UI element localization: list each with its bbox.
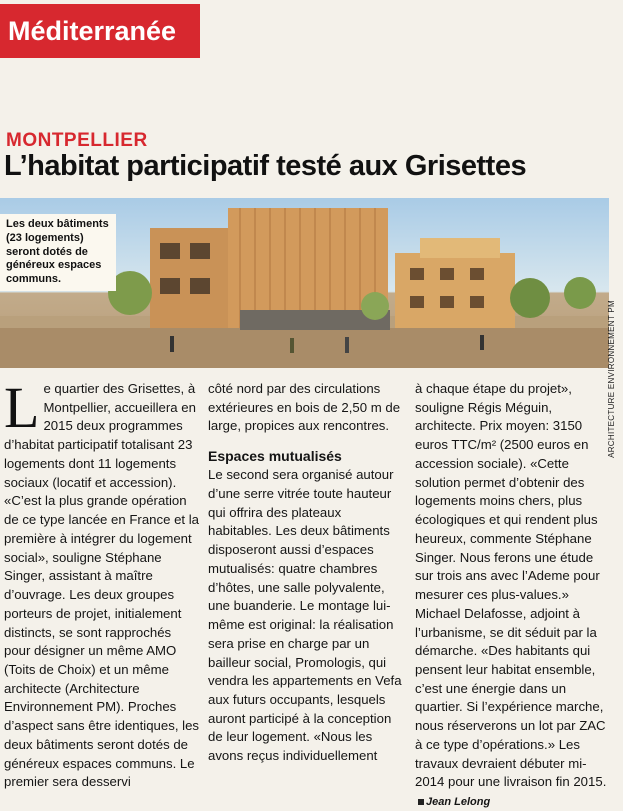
photo-credit: ARCHITECTURE ENVIRONNEMENT PM [607,300,616,458]
article-headline: L’habitat participatif testé aux Grisettes [4,150,527,182]
article-column-3 [415,380,613,811]
drop-cap: L [4,375,40,440]
article-column-2 [208,380,403,766]
author-signature: Jean Lelong [426,796,491,809]
article-kicker: MONTPELLIER [6,130,148,151]
column-3-text: à chaque étape du projet», souligne Régis Méguin, architecte. Prix moyen: 3150 euros TTC/m² (2500 euros en accession sociale). «Cette solution permet d’obtenir des logements moins chers, plus écologiques et qui rendent plus heureux, commente Stéphane Singer. Nous ferons une étude sur trois ans avec l’Ademe pour mesurer ces plus-values.» Michael Delafosse, adjoint à l’urbanisme, se dit séduit par la démarche. «Des habitants qui pensent leur habitat ensemble, c’est une énergie dans un quartier. Si l’expérience marche, nous réserverons un lot par ZAC à ce type d’opérations.» Les travaux devraient débuter mi-2014 pour une livraison fin 2015. [415,381,607,790]
column-2-text-intro: côté nord par des circulations extérieures en bois de 2,50 m de large, propices aux rencontres. [208,381,401,434]
article-subhead: Espaces mutualisés [208,448,342,465]
column-1-text: e quartier des Grisettes, à Montpellier, accueillera en 2015 deux programmes d’habitat participatif totalisant 23 logements dont 11 logements sociaux (locatif et accession). «C’est la plus grande opération de ce type lancée en France et la première à intégrer du logement social», souligne Stéphane Singer, assistant à maître d’ouvrage. Les deux groupes porteurs de projet, initialement distincts, se sont rapprochés pour désigner un même AMO (Toits de Choix) et un même architecte (Architecture Environnement PM). Proches d’aspect sans être identiques, les deux bâtiments seront dotés de généreux espaces communs. Le premier sera desservi [4,381,200,790]
article-column-1 [4,375,200,792]
signature-mark [418,799,424,805]
section-tag: Méditerranée [0,4,200,58]
column-2-text: Le second sera organisé autour d’une serre vitrée toute hauteur qui offrira des plateaux habitables. Les deux bâtiments disposeront aussi d’espaces mutualisés: quatre chambres d’hôtes, une salle polyvalente, une buanderie. Le montage lui-même est original: la réalisation sera prise en charge par un bailleur social, Promologis, qui vendra les appartements en Vefa aux futurs occupants, lesquels auront participé à la conception de leur logement. «Nous les avons reçus individuellement [208,467,402,764]
photo-caption: Les deux bâtiments (23 logements) seront dotés de généreux espaces communs. [0,214,116,291]
